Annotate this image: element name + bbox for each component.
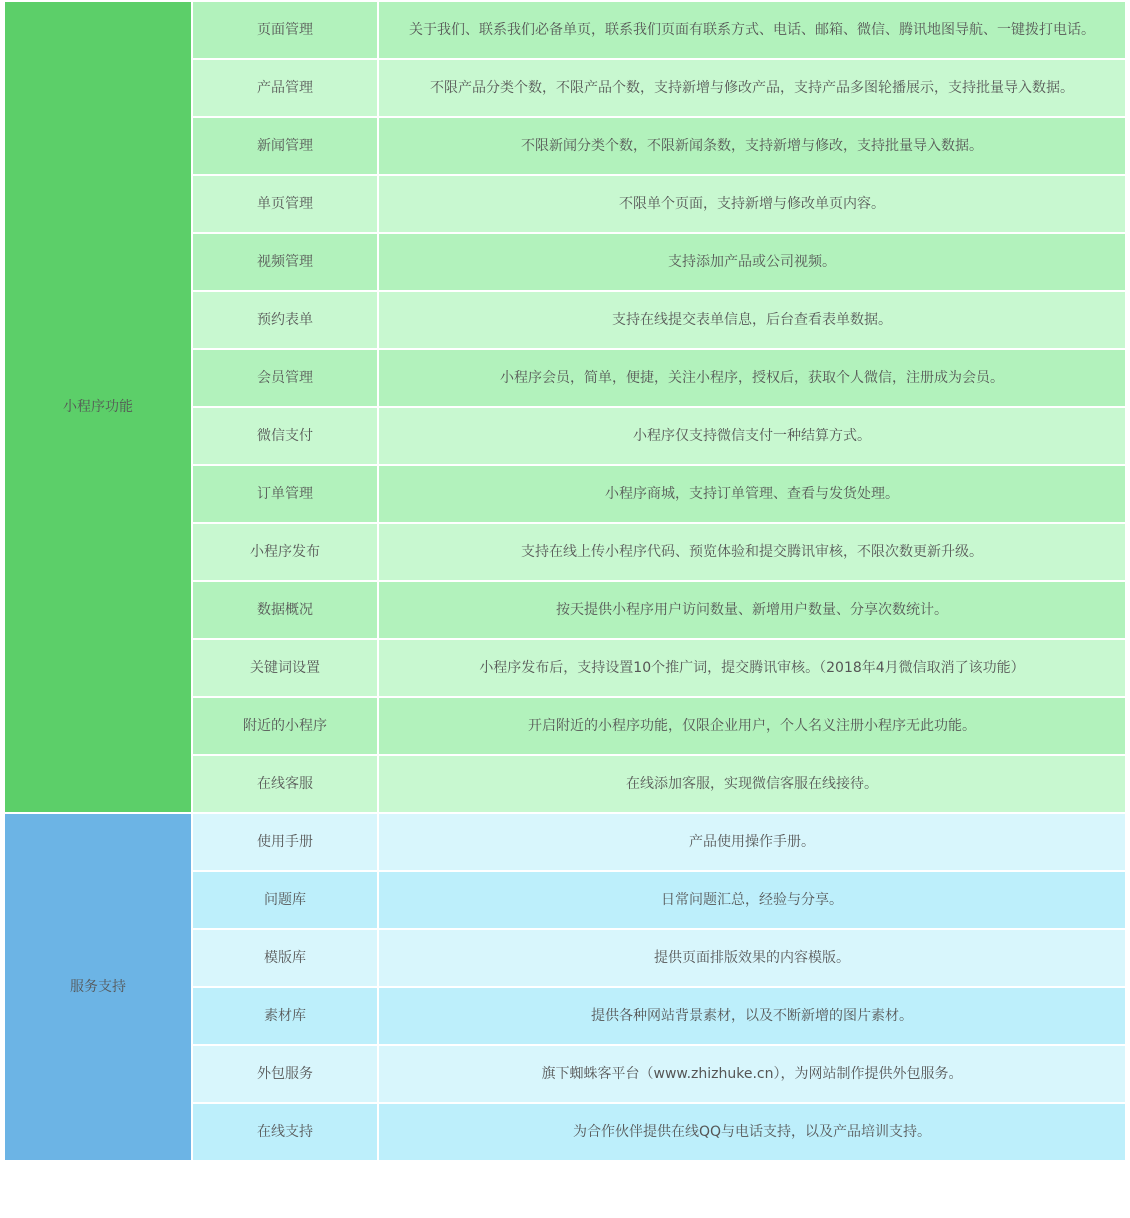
feature-description-cell: 支持在线提交表单信息，后台查看表单数据。 bbox=[379, 292, 1125, 348]
feature-name-cell: 微信支付 bbox=[193, 408, 377, 464]
feature-name-cell: 模版库 bbox=[193, 930, 377, 986]
feature-name-cell: 数据概况 bbox=[193, 582, 377, 638]
table-row bbox=[5, 814, 1125, 870]
feature-description-cell: 关于我们、联系我们必备单页，联系我们页面有联系方式、电话、邮箱、微信、腾讯地图导航、一键拨打电话。 bbox=[379, 2, 1125, 58]
category-cell: 服务支持 bbox=[5, 814, 191, 1160]
feature-name-cell: 订单管理 bbox=[193, 466, 377, 522]
feature-name-cell: 在线支持 bbox=[193, 1104, 377, 1160]
feature-description-cell: 支持添加产品或公司视频。 bbox=[379, 234, 1125, 290]
feature-description-cell: 支持在线上传小程序代码、预览体验和提交腾讯审核，不限次数更新升级。 bbox=[379, 524, 1125, 580]
category-cell: 小程序功能 bbox=[5, 2, 191, 812]
feature-name-cell: 附近的小程序 bbox=[193, 698, 377, 754]
feature-name-cell: 视频管理 bbox=[193, 234, 377, 290]
feature-name-cell: 小程序发布 bbox=[193, 524, 377, 580]
feature-name-cell: 外包服务 bbox=[193, 1046, 377, 1102]
table-row bbox=[5, 2, 1125, 58]
feature-description-cell: 提供各种网站背景素材，以及不断新增的图片素材。 bbox=[379, 988, 1125, 1044]
feature-description-cell: 不限单个页面，支持新增与修改单页内容。 bbox=[379, 176, 1125, 232]
feature-name-cell: 单页管理 bbox=[193, 176, 377, 232]
feature-name-cell: 在线客服 bbox=[193, 756, 377, 812]
feature-description-cell: 小程序仅支持微信支付一种结算方式。 bbox=[379, 408, 1125, 464]
feature-name-cell: 问题库 bbox=[193, 872, 377, 928]
feature-name-cell: 页面管理 bbox=[193, 2, 377, 58]
feature-table bbox=[3, 0, 1127, 1162]
feature-description-cell: 按天提供小程序用户访问数量、新增用户数量、分享次数统计。 bbox=[379, 582, 1125, 638]
feature-description-cell: 小程序商城，支持订单管理、查看与发货处理。 bbox=[379, 466, 1125, 522]
feature-name-cell: 新闻管理 bbox=[193, 118, 377, 174]
feature-name-cell: 素材库 bbox=[193, 988, 377, 1044]
feature-description-cell: 不限新闻分类个数，不限新闻条数，支持新增与修改，支持批量导入数据。 bbox=[379, 118, 1125, 174]
feature-description-cell: 旗下蜘蛛客平台（www.zhizhuke.cn），为网站制作提供外包服务。 bbox=[379, 1046, 1125, 1102]
feature-description-cell: 在线添加客服，实现微信客服在线接待。 bbox=[379, 756, 1125, 812]
feature-description-cell: 小程序会员，简单，便捷，关注小程序，授权后，获取个人微信，注册成为会员。 bbox=[379, 350, 1125, 406]
feature-description-cell: 不限产品分类个数，不限产品个数，支持新增与修改产品，支持产品多图轮播展示，支持批量导入数据。 bbox=[379, 60, 1125, 116]
feature-description-cell: 小程序发布后，支持设置10个推广词，提交腾讯审核。（2018年4月微信取消了该功能） bbox=[379, 640, 1125, 696]
feature-name-cell: 预约表单 bbox=[193, 292, 377, 348]
feature-description-cell: 开启附近的小程序功能，仅限企业用户，个人名义注册小程序无此功能。 bbox=[379, 698, 1125, 754]
feature-name-cell: 使用手册 bbox=[193, 814, 377, 870]
feature-name-cell: 关键词设置 bbox=[193, 640, 377, 696]
feature-name-cell: 产品管理 bbox=[193, 60, 377, 116]
feature-description-cell: 产品使用操作手册。 bbox=[379, 814, 1125, 870]
feature-description-cell: 日常问题汇总，经验与分享。 bbox=[379, 872, 1125, 928]
feature-table-body bbox=[5, 2, 1125, 1160]
feature-name-cell: 会员管理 bbox=[193, 350, 377, 406]
feature-description-cell: 为合作伙伴提供在线QQ与电话支持，以及产品培训支持。 bbox=[379, 1104, 1125, 1160]
feature-description-cell: 提供页面排版效果的内容模版。 bbox=[379, 930, 1125, 986]
